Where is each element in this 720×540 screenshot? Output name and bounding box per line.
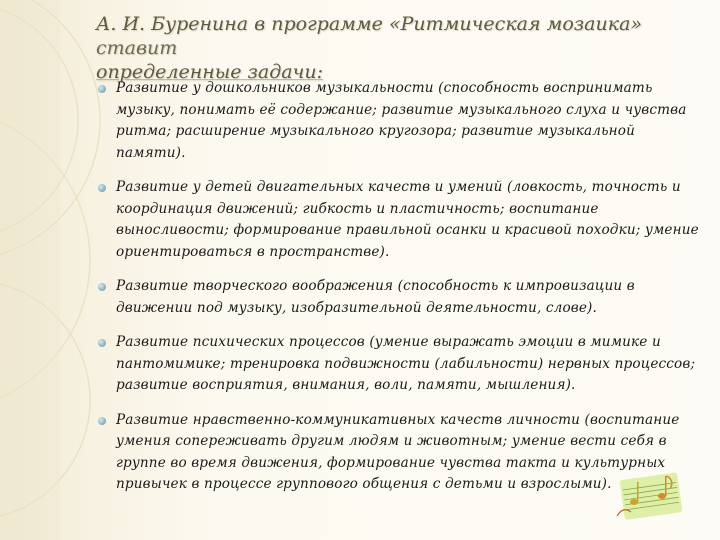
- bullet-icon: [98, 85, 106, 93]
- bullet-icon: [98, 283, 106, 291]
- list-item: [96, 276, 702, 319]
- list-item: [96, 78, 702, 164]
- list-item-text: Развитие нравственно-коммуникативных качеств личности (воспитание умения сопереживать другим людям и животным; умение вести себя в группе во время движения, формирование чувства такта и культурных привычек в процессе группового общения с детьми и взрослыми).: [116, 411, 680, 492]
- title-line2: определенные задачи:: [96, 61, 324, 83]
- list-item-text: Развитие у детей двигательных качеств и умений (ловкость, точность и координация движений; гибкость и пластичность; воспитание выносливости; формирование правильной осанки и красивой походки; умение ориентироваться в пространстве).: [116, 179, 699, 260]
- bullet-icon: [98, 339, 106, 347]
- bullet-icon: [98, 184, 106, 192]
- music-notes-icon: [612, 466, 692, 526]
- list-item-text: Развитие у дошкольников музыкальности (способность воспринимать музыку, понимать её содержание; развитие музыкального слуха и чувства ритма; расширение музыкального кругозора; развитие музыкальной памяти).: [116, 80, 687, 161]
- slide-title: [96, 12, 696, 84]
- list-item-text: Развитие творческого воображения (способность к импровизации в движении под музыку, изобразительной деятельности, слове).: [116, 278, 635, 316]
- list-item-text: Развитие психических процессов (умение выражать эмоции в мимике и пантомимике; тренировка подвижности (лабильности) нервных процессов; развитие восприятия, внимания, воли, памяти, мышления).: [116, 334, 696, 393]
- task-list: [96, 78, 702, 509]
- title-rest: ставит: [96, 37, 178, 59]
- title-subject: А. И. Буренина в программе «Ритмическая мозаика»: [96, 13, 643, 35]
- bullet-icon: [98, 417, 106, 425]
- list-item: [96, 332, 702, 397]
- list-item: [96, 177, 702, 263]
